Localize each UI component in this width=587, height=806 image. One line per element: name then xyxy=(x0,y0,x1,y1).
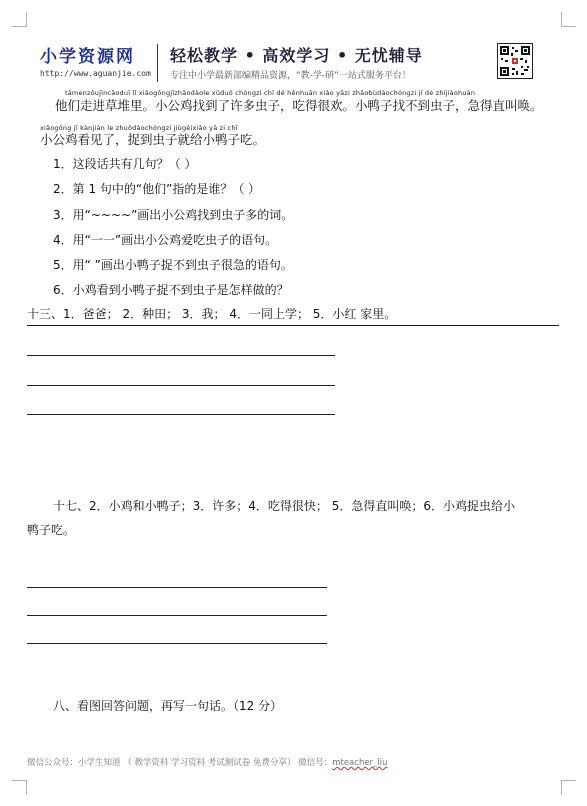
answer-line xyxy=(27,643,327,644)
header-slogan: 轻松教学 • 高效学习 • 无忧辅导 xyxy=(170,46,423,65)
question-1: 1．这段话共有几句？（ ） xyxy=(53,157,197,171)
passage-line-2: 小公鸡看见了，捉到虫子就给小鸭子吃。 xyxy=(40,132,266,147)
footer-text: 微信公众号：小学生知道 （ 教学资料 学习资料 考试测试卷 免费分享） 微信号： xyxy=(27,758,333,768)
footer-wechat-id: mteacher_liu xyxy=(332,758,388,768)
page-footer xyxy=(27,756,387,768)
answer-line xyxy=(27,355,335,356)
question-4: 4．用“一一”画出小公鸡爱吃虫子的语句。 xyxy=(53,233,278,247)
answer-line xyxy=(27,587,327,588)
answer-line xyxy=(27,414,335,415)
answer-section-13: 十三、1．爸爸； 2．种田； 3．我； 4．一同上学； 5．小红 家里。 xyxy=(27,307,397,321)
header-subslogan: 专注中小学最新部编精品资源，“教-学-研”一站式服务平台！ xyxy=(170,71,411,81)
question-5: 5．用“ ”画出小鸭子捉不到虫子很急的语句。 xyxy=(53,258,293,272)
question-2: 2．第 1 句中的“他们”指的是谁？（ ） xyxy=(53,182,261,196)
question-6: 6．小鸡看到小鸭子捉不到虫子是怎样做的？ xyxy=(53,283,289,297)
corner-mark xyxy=(561,780,576,795)
corner-mark xyxy=(12,780,27,795)
answer-line xyxy=(27,325,559,326)
section-8-heading: 八、看图回答问题，再写一句话。（12 分） xyxy=(53,699,283,713)
passage-line-1: 他们走进草堆里。小公鸡找到了许多虫子，吃得很欢。小鸭子找不到虫子，急得直叫唤。 xyxy=(55,98,543,113)
passage-pinyin-2: xiǎogōng jī kànjiàn le zhuōdàochóngzi jiùgěixiǎo yā zi chī xyxy=(40,124,238,132)
site-logo: 小学资源网 xyxy=(40,47,135,67)
corner-mark xyxy=(12,12,27,27)
site-url[interactable]: http://www.aguanjie.com xyxy=(40,69,151,78)
question-3: 3．用“~~~~”画出小公鸡找到虫子多的词。 xyxy=(53,208,294,222)
corner-mark xyxy=(561,12,576,27)
header-divider xyxy=(157,44,158,82)
passage-pinyin-1: tāmenzǒujìncǎoduī lǐ xiǎogōngjīzhǎodàole xǔduō chóngzi chī dé hěnhuān xiǎo yāzi zhǎobùdàochóngzi jí dé zhíjiàohuàn xyxy=(65,89,476,97)
answer-line xyxy=(27,385,335,386)
answer-section-17-line-1: 十七、2．小鸡和小鸭子；3．许多；4．吃得很快； 5．急得直叫唤；6．小鸡捉虫给小 xyxy=(53,499,515,513)
answer-line xyxy=(27,615,327,616)
qr-code-icon xyxy=(497,43,533,79)
answer-section-17-line-2: 鸭子吃。 xyxy=(27,523,76,537)
